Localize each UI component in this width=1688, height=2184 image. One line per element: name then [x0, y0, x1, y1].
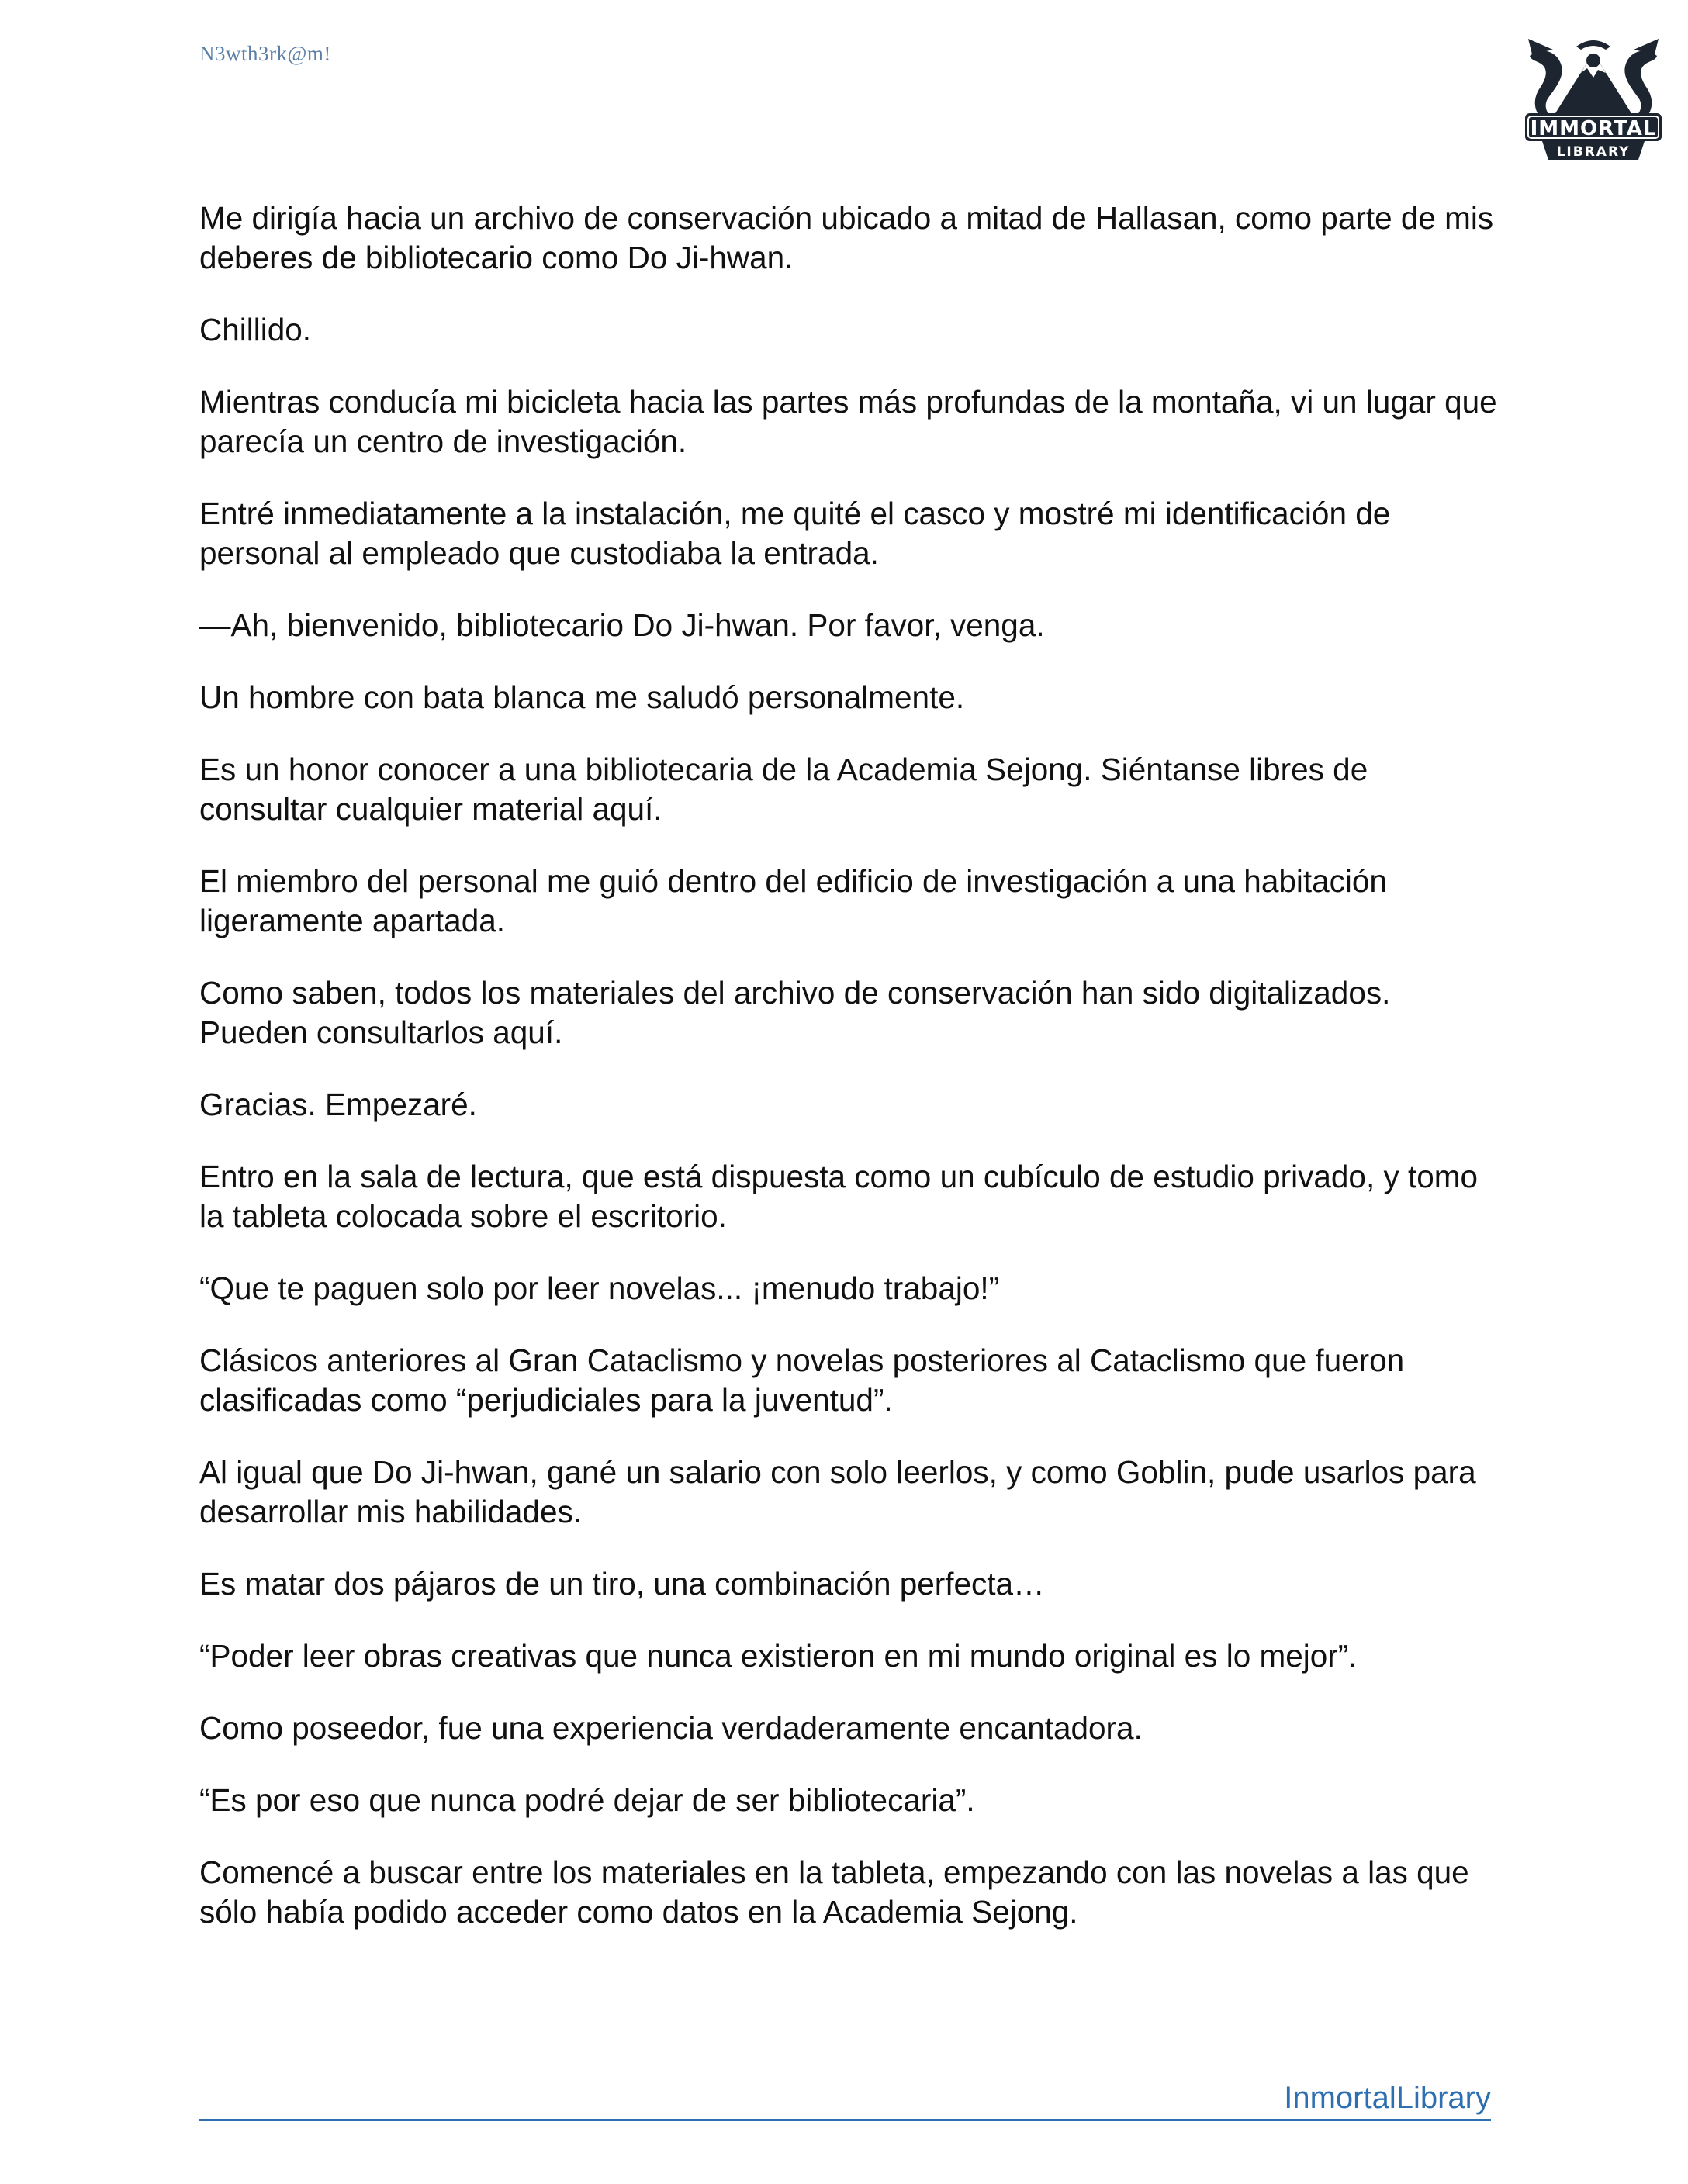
- paragraph: Mientras conducía mi bicicleta hacia las partes más profundas de la montaña, vi un lugar que parecía un centro de investigación.: [199, 384, 1497, 459]
- logo-dragon-left: [1530, 51, 1562, 119]
- paragraph: Chillido.: [199, 312, 312, 347]
- logo-text-library: LIBRARY: [1556, 144, 1631, 160]
- paragraph: Al igual que Do Ji-hwan, gané un salario con solo leerlos, y como Goblin, pude usarlos para desarrollar mis habilidades.: [199, 1454, 1476, 1529]
- paragraph: Entré inmediatamente a la instalación, me quité el casco y mostré mi identificación de personal al empleado que custodiaba la entrada.: [199, 496, 1391, 571]
- paragraph: Gracias. Empezaré.: [199, 1087, 477, 1122]
- footer-rule: [199, 2079, 1491, 2121]
- paragraph: Entro en la sala de lectura, que está dispuesta como un cubículo de estudio privado, y tomo la tableta colocada sobre el escritorio.: [199, 1159, 1479, 1234]
- header-watermark: N3wth3rk@m!: [199, 42, 331, 65]
- paragraph: Comencé a buscar entre los materiales en la tableta, empezando con las novelas a las que sólo había podido acceder como datos en la Academia Sejong.: [199, 1854, 1469, 1930]
- paragraph: Me dirigía hacia un archivo de conservación ubicado a mitad de Hallasan, como parte de mis deberes de bibliotecario como Do Ji-hwan.: [199, 200, 1494, 275]
- immortal-library-logo: [1522, 33, 1665, 163]
- logo-crest-top: [1576, 40, 1610, 50]
- footer-inmortallibrary-link[interactable]: InmortalLibrary: [1284, 2081, 1491, 2115]
- logo-text-immortal: IMMORTAL: [1530, 117, 1657, 140]
- paragraph: —Ah, bienvenido, bibliotecario Do Ji-hwan. Por favor, venga.: [199, 607, 1045, 643]
- logo-dragon-right: [1624, 51, 1657, 119]
- paragraph: “Que te paguen solo por leer novelas... ¡menudo trabajo!”: [199, 1270, 1000, 1306]
- paragraph: Es matar dos pájaros de un tiro, una combinación perfecta…: [199, 1566, 1045, 1602]
- paragraph: El miembro del personal me guió dentro del edificio de investigación a una habitación ligeramente apartada.: [199, 863, 1387, 938]
- logo-crest-center: [1586, 54, 1600, 67]
- paragraph: “Es por eso que nunca podré dejar de ser bibliotecaria”.: [199, 1782, 975, 1818]
- paragraph: Como saben, todos los materiales del archivo de conservación han sido digitalizados. Pueden consultarlos aquí.: [199, 975, 1391, 1050]
- paragraph: Un hombre con bata blanca me saludó personalmente.: [199, 679, 965, 715]
- paragraph: Clásicos anteriores al Gran Cataclismo y novelas posteriores al Cataclismo que fueron clasificadas como “perjudiciales para la juventud”.: [199, 1343, 1405, 1418]
- paragraph: Es un honor conocer a una bibliotecaria de la Academia Sejong. Siéntanse libres de consultar cualquier material aquí.: [199, 752, 1368, 827]
- paragraph: Como poseedor, fue una experiencia verdaderamente encantadora.: [199, 1710, 1143, 1746]
- chapter-body: [199, 199, 1503, 1965]
- paragraph: “Poder leer obras creativas que nunca existieron en mi mundo original es lo mejor”.: [199, 1638, 1358, 1674]
